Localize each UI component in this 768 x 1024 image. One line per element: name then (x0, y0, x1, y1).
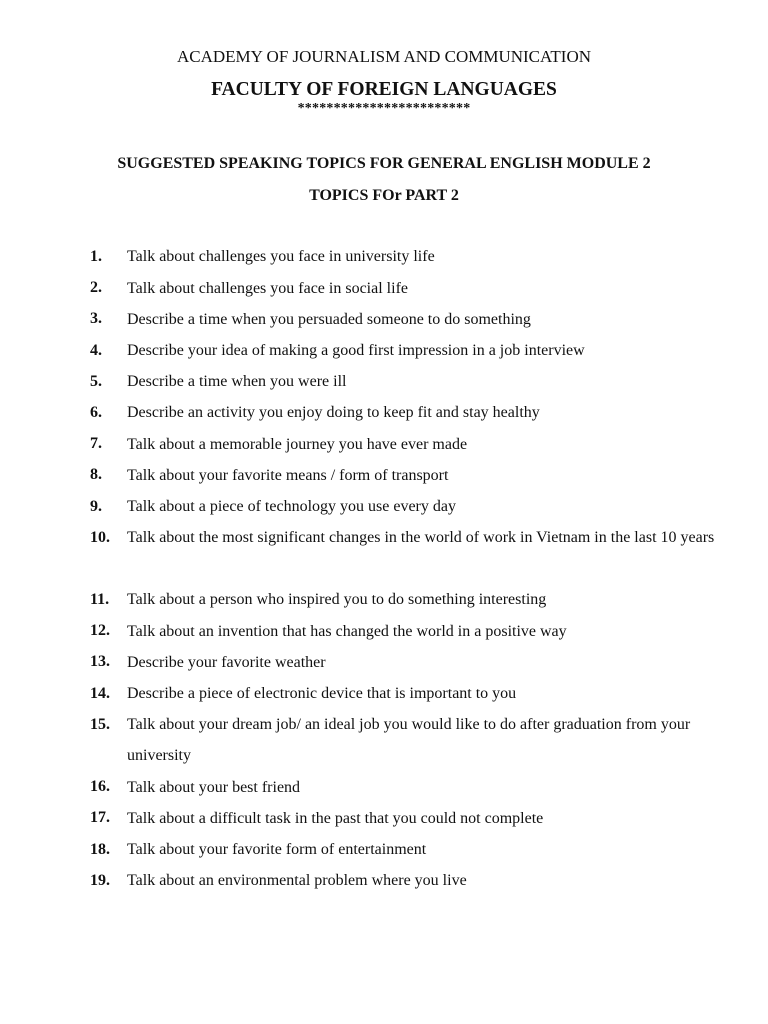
topic-text: Talk about your favorite form of entertainment (127, 841, 427, 858)
topic-text: Describe your favorite weather (127, 653, 326, 671)
topic-number: 8. (90, 466, 102, 484)
topic-text: Describe a time when you persuaded someone to do something (127, 310, 531, 328)
topic-item (0, 527, 768, 589)
topic-text: Talk about a person who inspired you to do something interesting (127, 591, 547, 609)
topic-text: Talk about challenges you face in university life (127, 248, 435, 266)
topic-number: 17. (90, 809, 110, 827)
topic-number: 10. (90, 528, 110, 546)
topic-number: 14. (90, 684, 110, 702)
topic-number: 19. (90, 871, 110, 889)
topic-text: Describe a time when you were ill (127, 373, 347, 391)
topic-text: Talk about a difficult task in the past that you could not complete (127, 809, 544, 827)
topic-item (0, 870, 768, 901)
topic-text: Talk about challenges you face in social life (127, 279, 408, 297)
topic-number: 2. (90, 279, 102, 297)
topic-text: Talk about an invention that has changed the world in a positive way (127, 622, 567, 640)
topic-number: 15. (90, 715, 110, 733)
document-title: SUGGESTED SPEAKING TOPICS FOR GENERAL ENGLISH MODULE 2 (117, 155, 651, 172)
topic-number: 16. (90, 778, 110, 796)
document-subtitle: TOPICS FOr PART 2 (309, 187, 459, 204)
topic-text: Talk about an environmental problem where you live (127, 872, 467, 890)
topic-number: 4. (90, 341, 102, 359)
topic-text: Talk about your best friend (127, 778, 301, 796)
topic-number: 13. (90, 653, 110, 671)
topic-text: Talk about your favorite means / form of transport (127, 466, 449, 484)
topic-text: Talk about a memorable journey you have ever made (127, 435, 468, 453)
topic-list (0, 246, 768, 901)
topic-text: Describe a piece of electronic device that is important to you (127, 685, 517, 703)
topic-number: 6. (90, 403, 102, 421)
topic-text: Describe an activity you enjoy doing to keep fit and stay healthy (127, 404, 540, 422)
topic-number: 5. (90, 372, 102, 390)
topic-text: Talk about the most significant changes in the world of work in Vietnam in the last 10 years (127, 529, 715, 547)
topic-number: 12. (90, 622, 110, 640)
topic-number: 9. (90, 497, 102, 515)
topic-number: 7. (90, 435, 102, 453)
academy-name: ACADEMY OF JOURNALISM AND COMMUNICATION (176, 47, 591, 66)
topic-number: 1. (90, 248, 102, 265)
topic-number: 11. (90, 591, 110, 609)
topic-text: Describe your idea of making a good first impression in a job interview (127, 341, 585, 359)
topic-text: Talk about a piece of technology you use every day (127, 497, 456, 515)
topic-number: 18. (90, 840, 110, 858)
topic-item (0, 714, 768, 776)
faculty-name: FACULTY OF FOREIGN LANGUAGES (211, 79, 557, 100)
separator-stars: ************************ (297, 101, 471, 116)
topic-text: Talk about your dream job/ an ideal job you would like to do after graduation from your university (127, 716, 691, 765)
topic-number: 3. (90, 310, 102, 328)
